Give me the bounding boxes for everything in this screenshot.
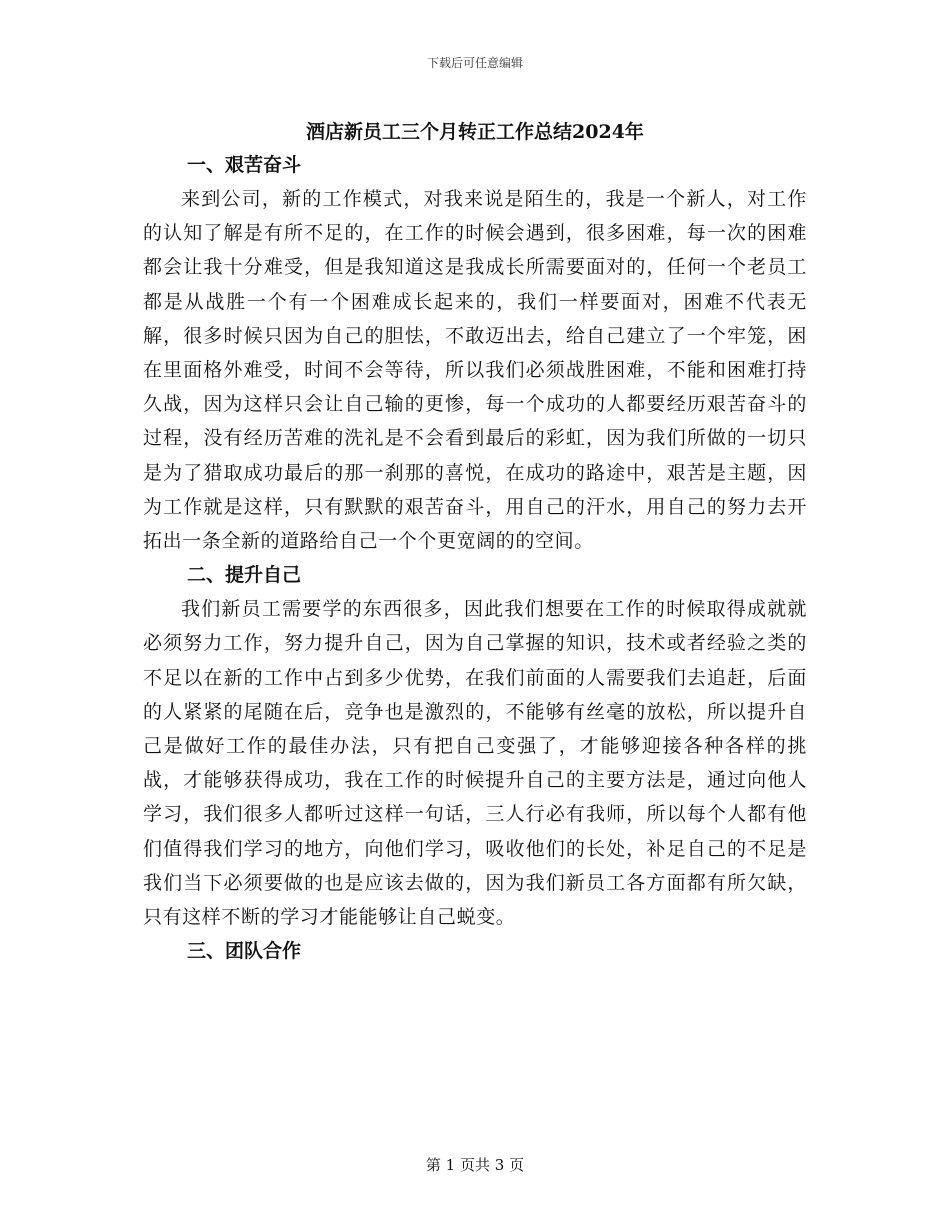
page-number-footer: 第 1 页共 3 页 [425,1156,525,1174]
section-paragraph-1: 来到公司，新的工作模式，对我来说是陌生的，我是一个新人，对工作的认知了解是有所不足的，在工作的时候会遇到，很多困难，每一次的困难都会让我十分难受，但是我知道这是我成长所需要面对的，任何一个老员工都是从战胜一个有一个困难成长起来的，我们一样要面对，困难不代表无解，很多时候只因为自己的胆怯，不敢迈出去，给自己建立了一个牢笼，困在里面格外难受，时间不会等待，所以我们必须战胜困难，不能和困难打持久战，因为这样只会让自己输的更惨，每一个成功的人都要经历艰苦奋斗的过程，没有经历苦难的洗礼是不会看到最后的彩虹，因为我们所做的一切只是为了猎取成功最后的那一刹那的喜悦，在成功的路途中，艰苦是主题，因为工作就是这样，只有默默的艰苦奋斗，用自己的汗水，用自己的努力去开拓出一条全新的道路给自己一个个更宽阔的的空间。 [143,188,807,553]
section-paragraph-2: 我们新员工需要学的东西很多，因此我们想要在工作的时候取得成就就必须努力工作，努力提升自己，因为自己掌握的知识，技术或者经验之类的不足以在新的工作中占到多少优势，在我们前面的人需要我们去追赶，后面的人紧紧的尾随在后，竞争也是激烈的，不能够有丝毫的放松，所以提升自己是做好工作的最佳办法，只有把自己变强了，才能够迎接各种各样的挑战，才能够获得成功，我在工作的时候提升自己的主要方法是，通过向他人学习，我们很多人都听过这样一句话，三人行必有我师，所以每个人都有他们值得我们学习的地方，向他们学习，吸收他们的长处，补足自己的不足是我们当下必须要做的也是应该去做的，因为我们新员工各方面都有所欠缺，只有这样不断的学习才能能够让自己蜕变。 [143,598,807,929]
section-heading-2: 二、提升自己 [187,564,302,587]
document-title: 酒店新员工三个月转正工作总结2024年 [306,121,644,143]
section-heading-1: 一、艰苦奋斗 [187,154,302,176]
header-note: 下载后可任意编辑 [426,56,523,70]
section-heading-3: 三、团队合作 [187,940,302,963]
document-body [143,148,807,968]
